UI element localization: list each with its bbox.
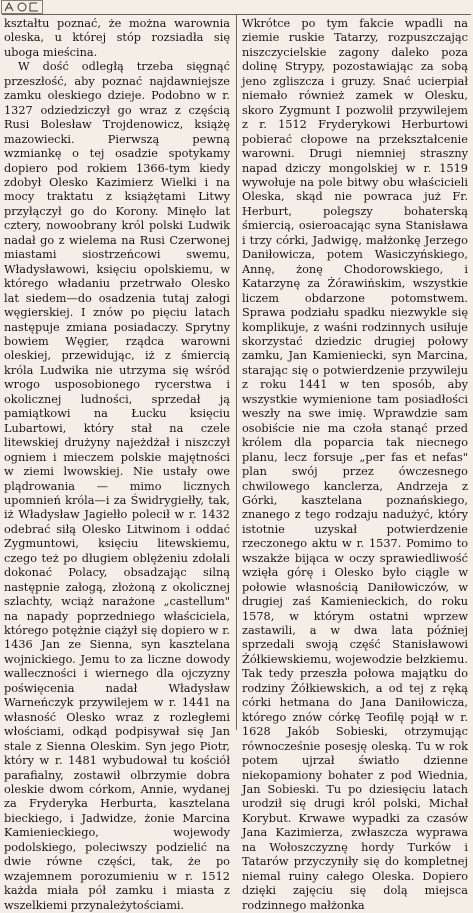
left-paragraph-1: kształtu poznać, że można warownia oleska, u której stóp rozsiadła się uboga mieścina. — [4, 17, 230, 59]
left-paragraph-2: W dość odległą trzeba sięgnąć przeszłość, aby poznać najdawniejsze zamku oleskiego dzieje. Podobno w r. 1327 odziedziczył go wraz z częścią Rusi Bolesław Trojdenowicz, książę mazowiecki. Pierwszą pewną wzmiankę o tej osadzie spotykamy dopiero pod rokiem 1366-tym kiedy zdobył Olesko Kazimierz Wielki i na mocy traktatu z książętami Litwy przyłączył go do Korony. Minęło lat cztery, nowoobrany król polski Ludwik nadał go z wielema na Rusi Czerwonej miastami siostrzeńcowi swemu, Władysławowi, księciu opolskiemu, w którego władaniu przetrwało Olesko lat siedem—do osadzenia tutaj załogi węgierskiej. I znów po pięciu latach następuje zmiana posiadaczy. Sprytny bowiem Węgier, rządca warowni oleskiej, przewidując, iż z śmiercią króla Ludwika nie utrzyma się wśród wrogo usposobionego rycerstwa i okolicznej ludności, sprzedał ją pamiątkowi na Łucku księciu Lubartowi, który stał na czele litewskiej drużyny najeżdżał i niszczył ogniem i mieczem polskie majętności w ziemi lwowskiej. Nie ustały owe plądrowania — mimo licznych upomnień króla—i za Świdrygiełły, tak, iż Władysław Jagiełło polecił w r. 1432 odebrać siłą Olesko Litwinom i oddać Zygmuntowi, księciu litewskiemu, czego też po długiem oblężeniu zdołali dokonać Polacy, obsadzając silną następnie załogą, złożoną z okolicznej szlachty, wciąż narażone „castellum" na napady poprzedniego właściciela, którego potężnie ciążył się dopiero w r. 1436 Jan ze Sienna, syn kasztelana wojnickiego. Jemu to za liczne dowody walleczności i wiernego dla ojczyzny poświęcenia nadał Władysław Warneńczyk przywilejem w r. 1441 na własność Olesko wraz z rozległemi włościami, odkąd podpisywał się Jan stale z Sienna Oleskim. Syn jego Piotr, który w r. 1481 wybudował tu kościół parafialny, zostawił olbrzymie dobra oleskie dwom córkom, Annie, wydanej za Fryderyka Herburta, kasztelana bieckiego, i Jadwidze, żonie Marcina Kamienieckiego, wojewody podolskiego, poleciwszy podzielić na dwie równe części, tak, że po wzajemnem porozumieniu w r. 1512 każda miała pół zamku i miasta z wszelkiemi przynależytościami. — [4, 60, 230, 912]
right-column — [242, 17, 468, 912]
publisher-monogram-icon — [1, 0, 43, 14]
left-column — [4, 17, 230, 912]
column-divider — [236, 15, 237, 730]
right-paragraph-1: Wkrótce po tym fakcie wpadli na ziemie ruskie Tatarzy, rozpuszczając niszczycielskie zagony daleko poza dolinę Strypy, pozostawiając za sobą jeno zgliszcza i gruzy. Snać ucierpiał niemało również zamek w Olesku, skoro Zygmunt I pozwolił przywilejem z r. 1512 Fryderykowi Herburtowi pobierać cłopowe na przekształcenie warowni. Drugi niemniej straszny napad dziczy mongolskiej w r. 1519 wywołuje na pole bitwy obu właścicieli Oleska, skąd nie powraca już Fr. Herburt, polegszy bohaterską śmiercią, osieroacając syna Stanisława i trzy córki, Jadwigę, małżonkę Jerzego Daniłowicza, potem Wasiczyńskiego, Annę, żonę Chodorowskiego, i Katarzynę za Żórawińskim, wszystkie liczem obdarzone potomstwem. Sprawa podziału spadku niezwykle się komplikuje, z waśni rodzinnych usiłuje skorzystać dziedzic drugiej połowy zamku, Jan Kamieniecki, syn Marcina, starając się o potwierdzenie przywileju z roku 1441 w ten sposób, aby wszystkie wymienione tam posiadłości weszły na swe imię. Wprawdzie sam osobiście nie ma czoła stanąć przed królem dla poparcia tak niecnego planu, lecz forsuje „per fas et nefas" plan swój przez ówczesnego chwilowego kanclerza, Andrzeja z Górki, kasztelana poznańskiego, znanego z tego rodzaju nadużyć, który istotnie uzyskał potwierdzenie rzeczonego aktu w r. 1537. Pomimo to wszakże bijąca w oczy sprawiedliwość wzięła górę i Olesko było ciągle w połowie własnością Daniłowiczów, w drugiej zaś Kamienieckich, do roku 1578, w którym ostatni wprzew zastawili, a w dwa lata później sprzedali swoją część Stanisławowi Żółkiewskiemu, wojewodzie bełzkiemu. Tak tedy przeszła połowa majątku do rodziny Żółkiewskich, a od tej z ręką córki hetmana do Jana Daniłowicza, którego znów córkę Teofilę pojął w r. 1628 Jakób Sobieski, otrzymując równocześnie posesję oleską. Tu w rok potem ujrzał światło dzienne niekopamiony bohater z pod Wiednia, Jan Sobieski. Tu po dziesięciu latach urodził się drugi król polski, Michał Korybut. Krwawe wypadki za czasów Jana Kazimierza, zwłaszcza wyprawa na Wołoszczyznę hordy Turków i Tatarów przyczyniły się do kompletnej niemal ruiny całego Oleska. Dopiero dzięki zajęciu się dolą miejsca rodzinnego małżonka — [242, 17, 468, 912]
